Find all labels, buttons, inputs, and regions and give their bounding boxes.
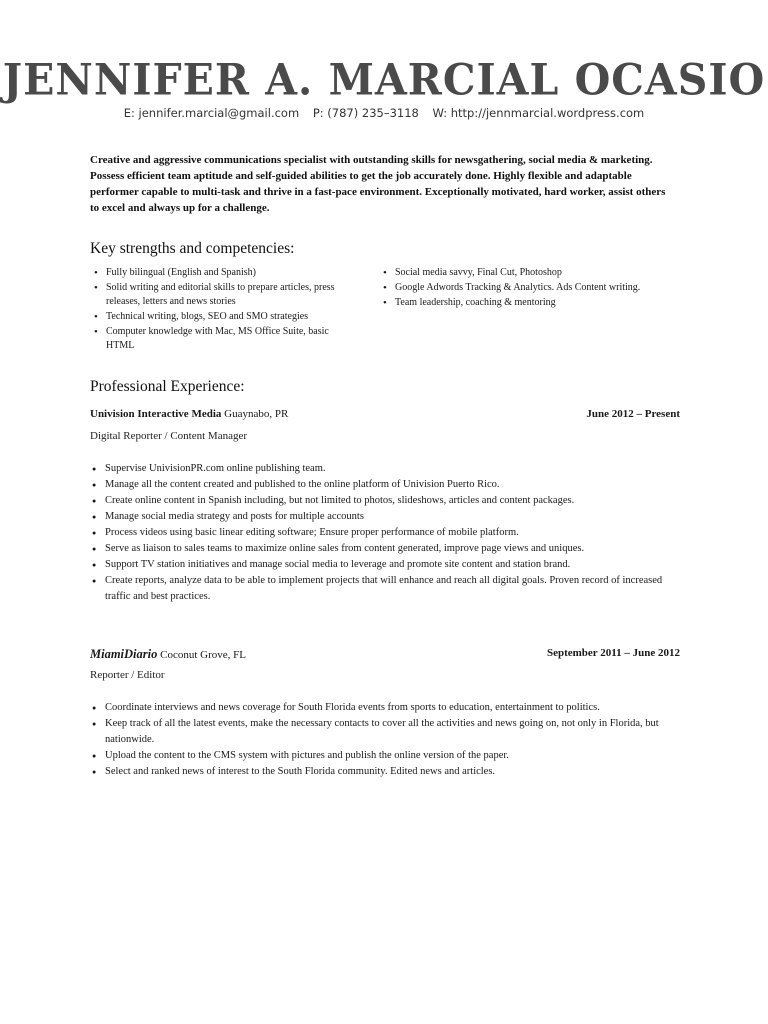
duty-item: ● Supervise UnivisionPR.com online publishing team. xyxy=(105,461,680,477)
job-dates: June 2012 – Present xyxy=(586,408,680,420)
strengths-right-column xyxy=(381,266,641,311)
duty-item: ● Create online content in Spanish including, but not limited to photos, slideshows, articles and content packages. xyxy=(105,493,680,509)
job-header-miamidiario xyxy=(90,647,680,662)
strength-item: • Technical writing, blogs, SEO and SMO strategies xyxy=(106,310,352,324)
job-organization: MiamiDiario xyxy=(90,647,158,661)
strength-item: • Solid writing and editorial skills to prepare articles, press releases, letters and news stories xyxy=(106,281,352,309)
duty-item: ● Create reports, analyze data to be able to implement projects that will enhance and reach all digital goals. Proven record of increased traffic and best practices. xyxy=(105,573,680,605)
duty-item: ● Manage all the content created and published to the online platform of Univision Puerto Rico. xyxy=(105,477,680,493)
job-role: Digital Reporter / Content Manager xyxy=(90,430,248,442)
duty-item: ● Upload the content to the CMS system with pictures and publish the online version of the paper. xyxy=(105,748,680,764)
professional-summary: Creative and aggressive communications specialist with outstanding skills for newsgathering, social media & marketing. Possess efficient team aptitude and self-guided abilities to get the job accurately done. Highly flexible and adaptable performer capable to multi-task and thrive in a fast-pace environment. Exceptionally motivated, hard worker, assist others to excel and always up for a challenge. xyxy=(90,154,666,214)
duty-item: ● Manage social media strategy and posts for multiple accounts xyxy=(105,509,680,525)
strength-item: • Team leadership, coaching & mentoring xyxy=(395,296,641,310)
strength-item: • Computer knowledge with Mac, MS Office Suite, basic HTML xyxy=(106,325,352,353)
strengths-heading: Key strengths and competencies: xyxy=(90,240,295,257)
job-location: Coconut Grove, FL xyxy=(157,649,246,661)
contact-line xyxy=(0,106,768,120)
duty-item: ● Process videos using basic linear editing software; Ensure proper performance of mobile platform. xyxy=(105,525,680,541)
candidate-name: JENNIFER A. MARCIAL OCASIO xyxy=(2,54,766,106)
job-header-univision xyxy=(90,408,680,420)
strengths-left-column xyxy=(92,266,352,354)
duty-item: ● Support TV station initiatives and manage social media to leverage and promote site content and station brand. xyxy=(105,557,680,573)
duty-item: ● Select and ranked news of interest to the South Florida community. Edited news and articles. xyxy=(105,764,680,780)
duty-item: ● Coordinate interviews and news coverage for South Florida events from sports to education, entertainment to politics. xyxy=(105,700,680,716)
contact-email: E: jennifer.marcial@gmail.com xyxy=(123,106,300,120)
job-location: Guaynabo, PR xyxy=(221,408,289,420)
job-duties-miamidiario xyxy=(90,700,680,780)
duty-item: ● Keep track of all the latest events, make the necessary contacts to cover all the activities and news going on, not only in Florida, but nationwide. xyxy=(105,716,680,748)
job-role: Reporter / Editor xyxy=(90,669,165,681)
duty-item: ● Serve as liaison to sales teams to maximize online sales from content generated, improve page views and uniques. xyxy=(105,541,680,557)
contact-website: W: http://jennmarcial.wordpress.com xyxy=(432,106,645,120)
job-duties-univision xyxy=(90,461,680,605)
job-dates: September 2011 – June 2012 xyxy=(546,647,680,659)
strength-item: • Google Adwords Tracking & Analytics. Ads Content writing. xyxy=(395,281,641,295)
strength-item: • Fully bilingual (English and Spanish) xyxy=(106,266,352,280)
contact-phone: P: (787) 235–3118 xyxy=(312,106,419,120)
strength-item: • Social media savvy, Final Cut, Photoshop xyxy=(395,266,641,280)
job-organization: Univision Interactive Media xyxy=(90,408,222,420)
experience-heading: Professional Experience: xyxy=(90,378,245,395)
